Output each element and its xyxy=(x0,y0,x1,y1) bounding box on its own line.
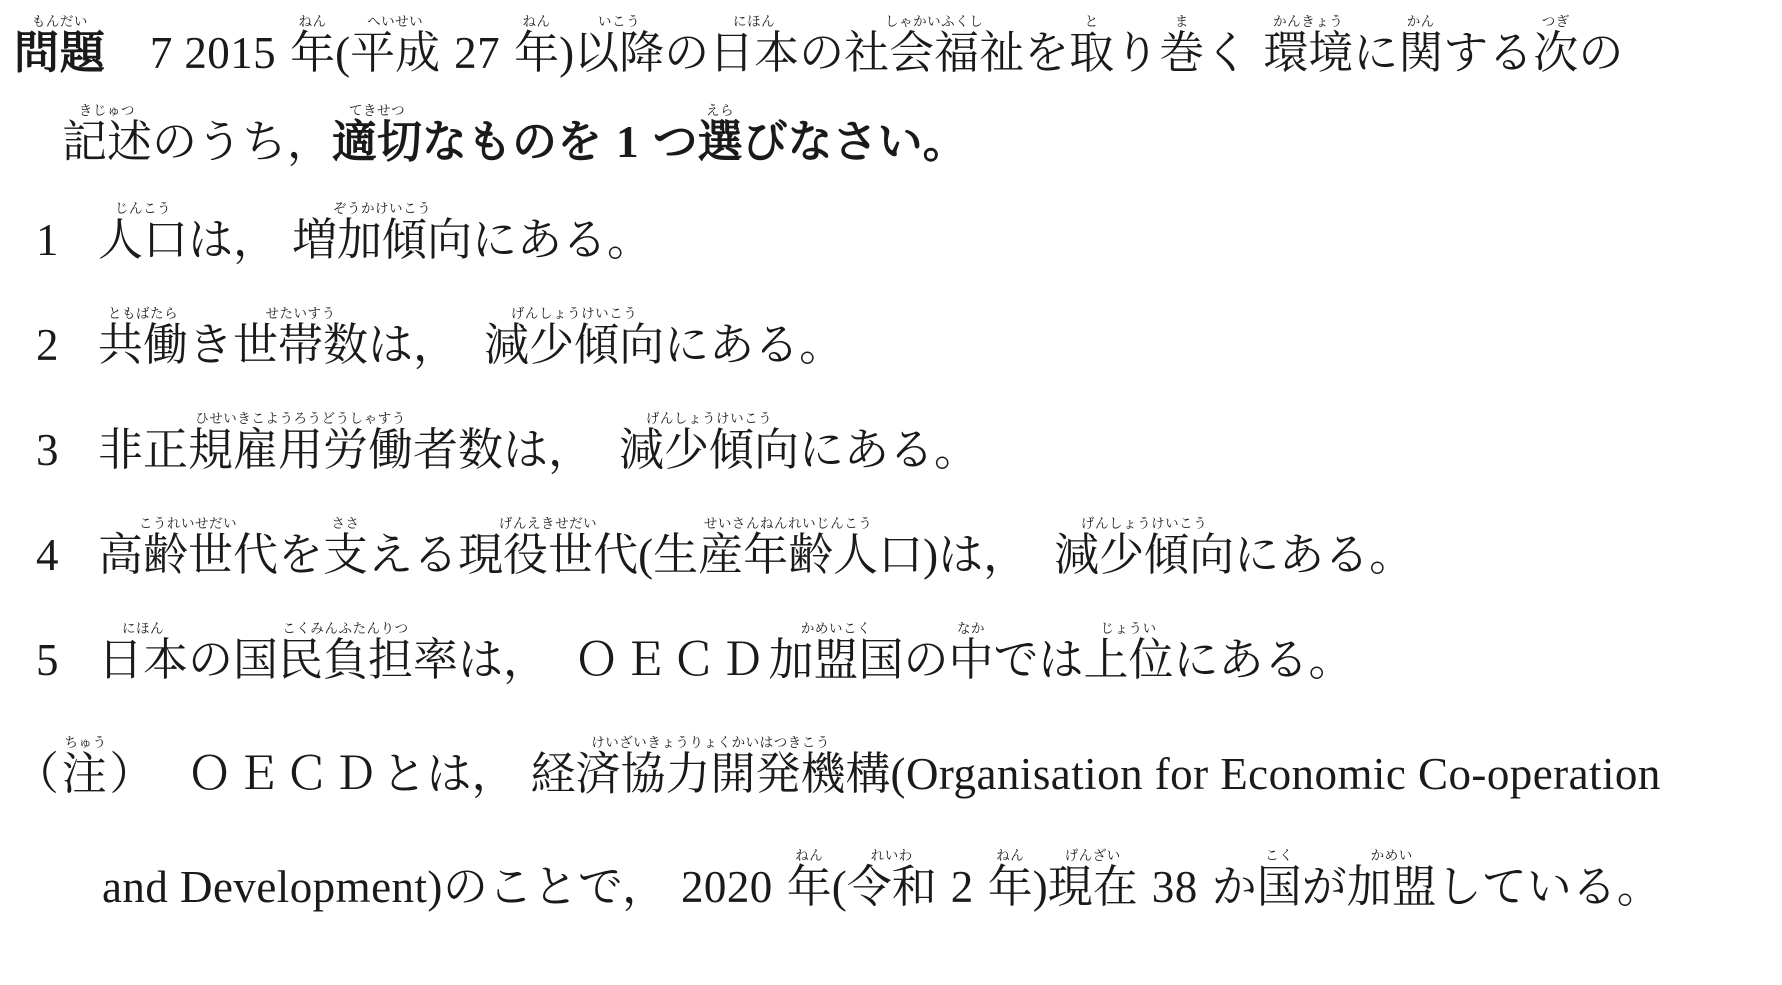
choice-number: 3 xyxy=(36,424,59,475)
note-line-2: and Development)のことで， 2020 年ねん(令和れいわ2 年ねん)現在げんざい38 か国こくが加盟かめいしている。 xyxy=(102,847,1662,912)
choice-item[interactable] xyxy=(14,201,1758,263)
question-line-1-text: 2015 年ねん(平成へいせい27 年ねん)以降いこうの日本にほんの社会福祉しゃかいふくしを取とり巻まく 環境かんきょうに関かんする次つぎの xyxy=(184,14,1624,78)
question-line-1 xyxy=(14,14,1758,77)
choice-item[interactable] xyxy=(14,306,1758,368)
choice-number: 2 xyxy=(36,319,59,370)
choice-text: 共働ともばたらき世帯数せたいすうは， 減少傾向げんしょうけいこうにある。 xyxy=(98,305,845,370)
note-line-1-text: ＯＥＣＤとは， 経済協力開発機構けいざいきょうりょくかいはつきこう(Organisation for Economic Co-operation xyxy=(187,734,1661,799)
choice-item[interactable] xyxy=(14,411,1758,473)
note-label: （注ちゅう） xyxy=(14,734,158,799)
choice-text: 日本にほんの国民負担率こくみんふたんりつは， ＯＥＣＤ加盟国かめいこくの中なかでは上位じょういにある。 xyxy=(98,620,1354,685)
choice-item[interactable] xyxy=(14,516,1758,578)
question-label: 問題もんだい xyxy=(14,14,106,78)
note-line-1 xyxy=(14,735,1758,798)
choice-number: 1 xyxy=(36,214,59,265)
choice-number: 4 xyxy=(36,529,59,580)
question-number: 7 xyxy=(149,28,173,78)
note-block xyxy=(14,735,1758,912)
choice-number: 5 xyxy=(36,634,59,685)
question-line-2: 記述きじゅつのうち，適切てきせつなものを 1 つ選えらびなさい。 xyxy=(62,103,968,168)
choice-text: 非正規雇用労働者数ひせいきこようろうどうしゃすうは， 減少傾向げんしょうけいこうにある。 xyxy=(98,410,980,475)
choice-list xyxy=(14,201,1758,683)
question-block xyxy=(14,14,1758,167)
choice-item[interactable] xyxy=(14,621,1758,683)
choice-text: 人口じんこうは， 増加傾向ぞうかけいこうにある。 xyxy=(98,200,653,265)
choice-text: 高齢世代こうれいせだいを支ささえる現役世代げんえきせだい(生産年齢人口せいさんねんれいじんこう)は， 減少傾向げんしょうけいこうにある。 xyxy=(98,515,1415,580)
